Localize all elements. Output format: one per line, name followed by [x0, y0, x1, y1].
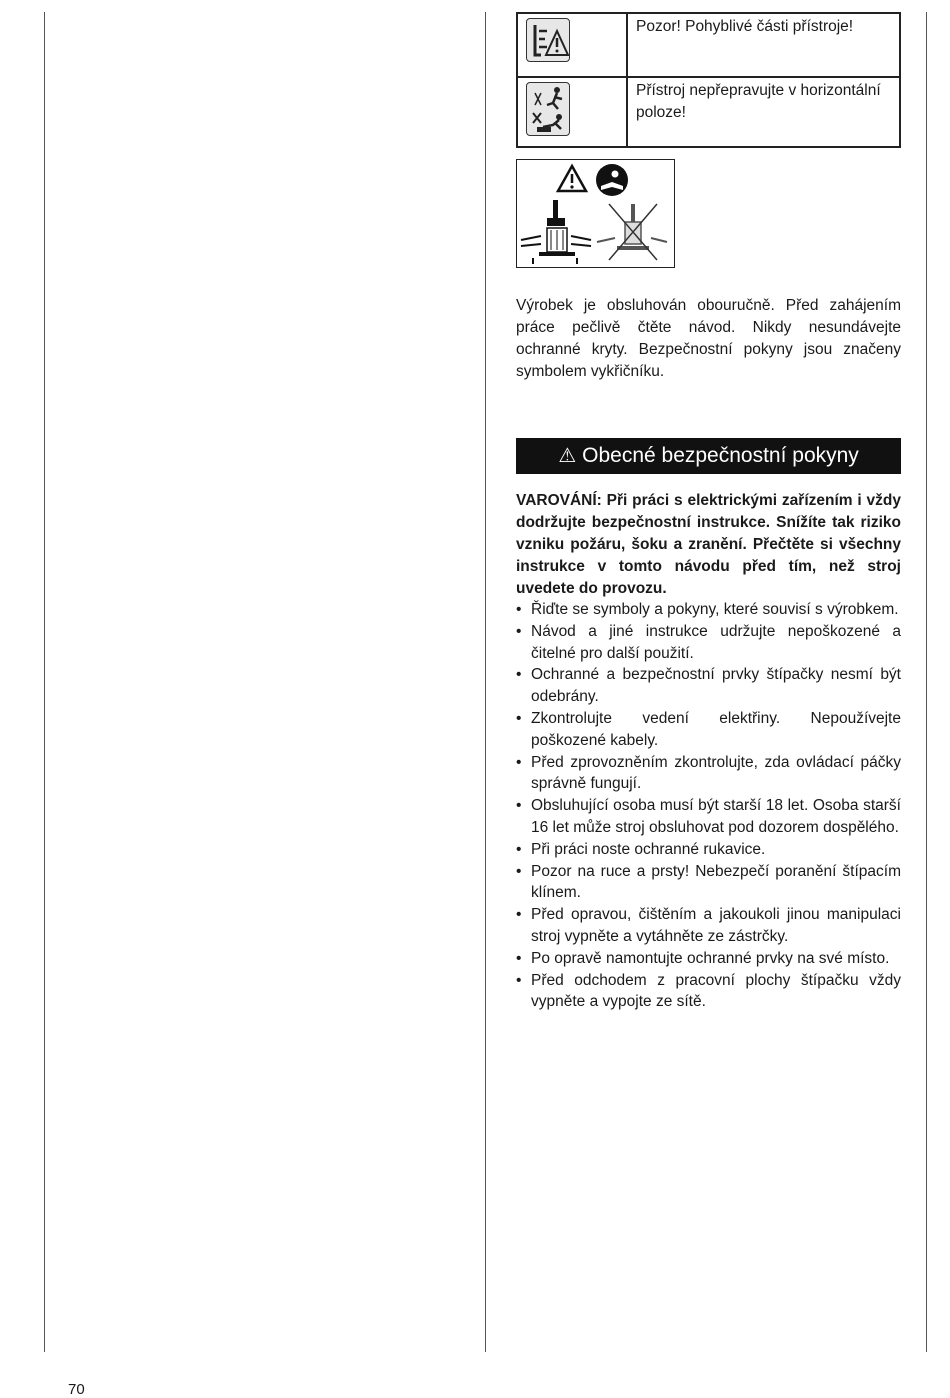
list-item: • Po opravě namontujte ochranné prvky na své místo.	[516, 948, 901, 970]
left-margin-rule	[44, 12, 45, 1352]
section-heading-title: Obecné bezpečnostní pokyny	[582, 444, 859, 467]
column-divider-rule	[485, 12, 486, 1352]
warning-paragraph: VAROVÁNÍ: Při práci s elektrickými zařízením i vždy dodržujte bezpečnostní instrukce. Snížíte tak riziko vzniku požáru, šoku a zranění. Přečtěte si všechny instrukce v tomto návodu před tím, než stroj uvedete do provozu.	[516, 492, 901, 597]
list-item: • Před opravou, čištěním a jakoukoli jinou manipulaci stroj vypněte a vytáhněte ze zástrčky.	[516, 906, 901, 945]
bullet-icon: •	[516, 862, 522, 880]
list-item: • Ochranné a bezpečnostní prvky štípačky nesmí být odebrány.	[516, 666, 901, 706]
moving-parts-warning-icon	[526, 18, 570, 62]
bullet-icon: •	[516, 971, 522, 989]
list-item: • Před zprovozněním zkontrolujte, zda ovládací páčky správně fungují.	[516, 753, 901, 793]
bullet-icon: •	[516, 666, 522, 684]
bullet-icon: •	[516, 797, 522, 815]
bullet-icon: •	[516, 906, 522, 924]
bullet-icon: •	[516, 601, 522, 618]
list-item: • Při práci noste ochranné rukavice.	[516, 839, 901, 861]
bullet-icon: •	[516, 753, 522, 771]
page-number: 70	[68, 1381, 85, 1398]
table-cell-icon	[517, 77, 627, 147]
bullet-icon: •	[516, 949, 522, 967]
table-cell-icon	[517, 13, 627, 77]
two-hand-operation-figure	[516, 159, 675, 268]
bullet-icon: •	[516, 840, 522, 858]
right-margin-rule	[926, 12, 927, 1352]
table-cell-text: Přístroj nepřepravujte v horizontální poloze!	[627, 77, 900, 147]
list-item: • Řiďte se symboly a pokyny, které souvisí s výrobkem.	[516, 599, 901, 621]
list-item: • Zkontrolujte vedení elektřiny. Nepoužívejte poškozené kabely.	[516, 709, 901, 749]
list-item: • Pozor na ruce a prsty! Nebezpečí poranění štípacím klínem.	[516, 862, 901, 902]
bullet-icon: •	[516, 622, 522, 640]
section-heading	[516, 438, 901, 474]
no-horizontal-transport-icon	[526, 82, 570, 136]
list-item: • Obsluhující osoba musí být starší 18 let. Osoba starší 16 let může stroj obsluhovat pod dozorem dospělého.	[516, 797, 901, 836]
intro-paragraph: Výrobek je obsluhován obouručně. Před zahájením práce pečlivě čtěte návod. Nikdy nesundávejte ochranné kryty. Bezpečnostní pokyny jsou značeny symbolem vykřičníku.	[516, 297, 901, 380]
warning-symbols-table	[516, 12, 901, 148]
warning-triangle-icon: ⚠	[558, 445, 577, 467]
list-item: • Před odchodem z pracovní plochy štípačku vždy vypněte a vypojte ze sítě.	[516, 971, 901, 1011]
bullet-icon: •	[516, 709, 522, 727]
table-cell-text: Pozor! Pohyblivé části přístroje!	[627, 13, 900, 77]
list-item: • Návod a jiné instrukce udržujte nepoškozené a čitelné pro další použití.	[516, 622, 901, 662]
safety-instructions-list	[516, 599, 901, 1013]
